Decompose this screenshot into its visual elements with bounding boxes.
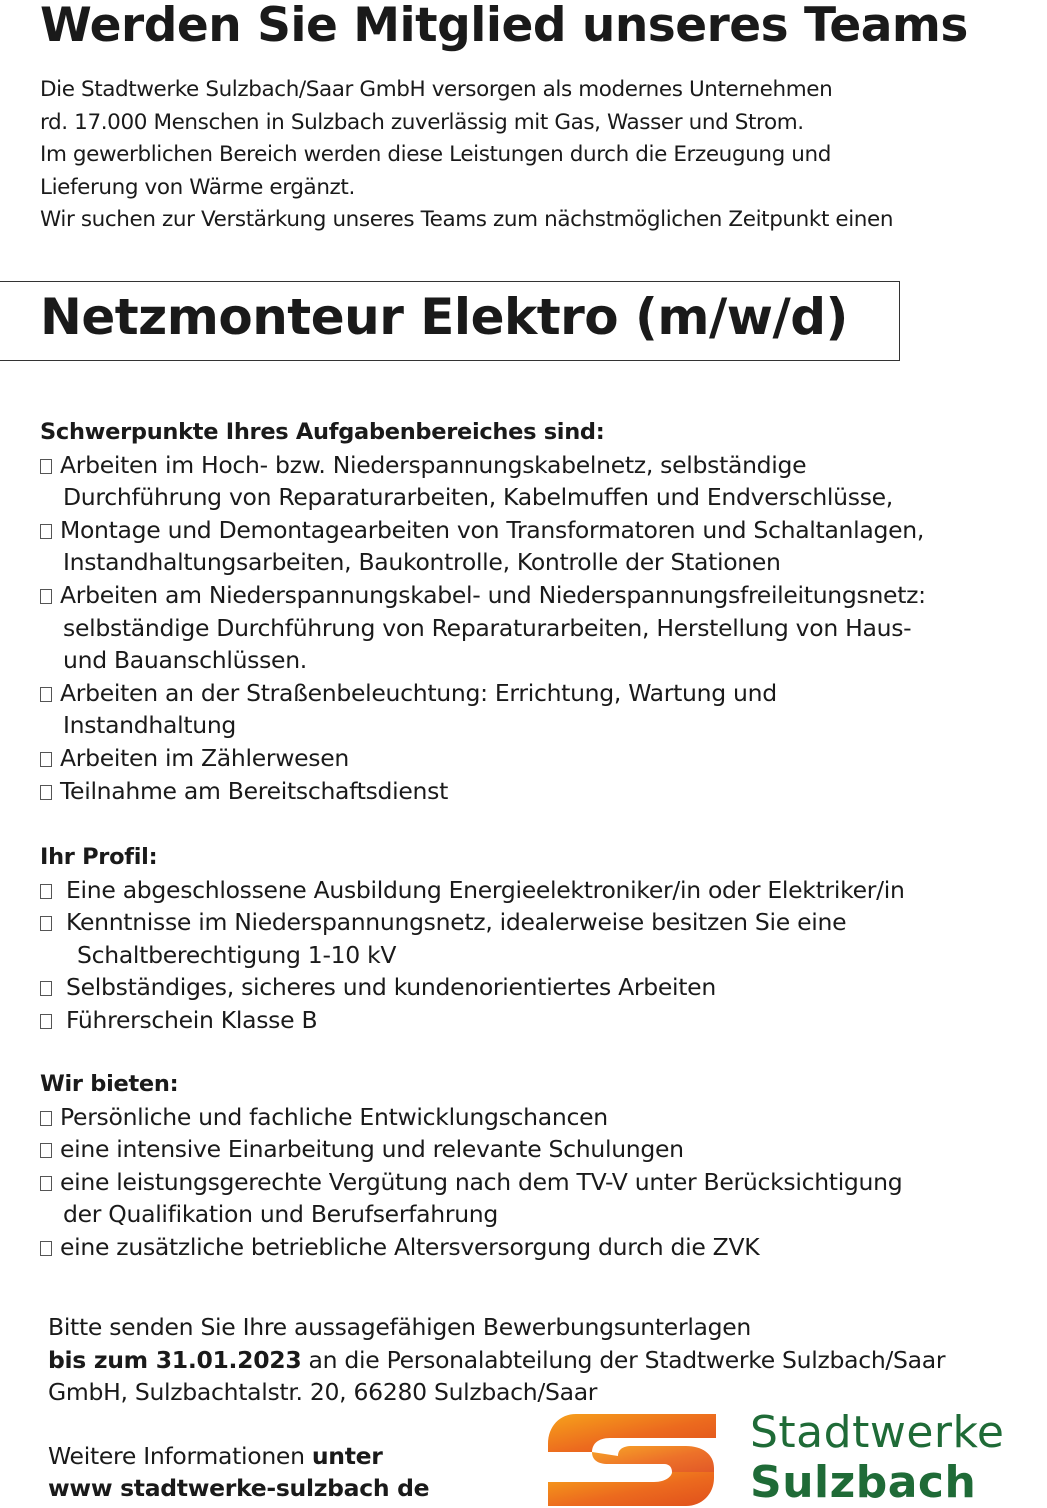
profile-section bbox=[40, 841, 905, 1037]
more-info-text-bold: unter bbox=[311, 1442, 383, 1470]
list-item bbox=[40, 775, 926, 808]
checkbox-bullet-icon bbox=[40, 687, 52, 702]
list-item-text: der Qualifikation und Berufserfahrung bbox=[63, 1200, 499, 1229]
stadtwerke-logo-icon bbox=[546, 1412, 718, 1508]
checkbox-bullet-icon bbox=[40, 752, 52, 767]
list-item-text: Selbständiges, sicheres und kundenorientiertes Arbeiten bbox=[66, 973, 716, 1002]
list-item-text: selbständige Durchführung von Reparaturarbeiten, Herstellung von Haus- bbox=[63, 613, 912, 642]
list-item-text: Durchführung von Reparaturarbeiten, Kabelmuffen und Endverschlüsse, bbox=[63, 483, 893, 512]
list-item-text: Instandhaltungsarbeiten, Baukontrolle, Kontrolle der Stationen bbox=[63, 548, 781, 577]
list-item-text: eine leistungsgerechte Vergütung nach dem TV-V unter Berücksichtigung bbox=[60, 1167, 903, 1196]
checkbox-bullet-icon bbox=[40, 785, 52, 800]
list-item bbox=[40, 874, 905, 907]
list-item bbox=[40, 1101, 902, 1134]
offer-heading: Wir bieten: bbox=[40, 1071, 179, 1097]
job-title: Netzmonteur Elektro (m/w/d) bbox=[40, 288, 848, 346]
intro-line: rd. 17.000 Menschen in Sulzbach zuverlässig mit Gas, Wasser und Strom. bbox=[40, 109, 804, 135]
list-item-text: Instandhaltung bbox=[63, 711, 237, 740]
checkbox-bullet-icon bbox=[40, 1143, 52, 1158]
list-item bbox=[40, 971, 905, 1004]
checkbox-bullet-icon bbox=[40, 981, 52, 996]
address-line: GmbH, Sulzbachtalstr. 20, 66280 Sulzbach/Saar bbox=[48, 1378, 598, 1406]
closing-text: an die Personalabteilung der Stadtwerke Sulzbach/Saar bbox=[301, 1345, 946, 1374]
list-item bbox=[40, 514, 926, 579]
more-info-text: Weitere Informationen bbox=[48, 1442, 312, 1470]
logo-line-1: Stadtwerke bbox=[750, 1407, 1005, 1458]
list-item-text: und Bauanschlüssen. bbox=[63, 646, 307, 675]
list-item-text: Schaltberechtigung 1-10 kV bbox=[77, 940, 397, 969]
list-item bbox=[40, 742, 926, 775]
list-item bbox=[40, 906, 905, 971]
logo-line-2: Sulzbach bbox=[750, 1457, 977, 1508]
list-item-text: eine intensive Einarbeitung und relevante Schulungen bbox=[60, 1135, 684, 1164]
intro-paragraph bbox=[40, 74, 893, 237]
more-info bbox=[48, 1440, 429, 1504]
intro-line: Die Stadtwerke Sulzbach/Saar GmbH versorgen als modernes Unternehmen bbox=[40, 77, 833, 102]
intro-line: Wir suchen zur Verstärkung unseres Teams zum nächstmöglichen Zeitpunkt einen bbox=[40, 207, 894, 232]
headline: Werden Sie Mitglied unseres Teams bbox=[40, 0, 968, 53]
list-item-text: Führerschein Klasse B bbox=[66, 1005, 318, 1034]
list-item bbox=[40, 1004, 905, 1037]
closing-line: Bitte senden Sie Ihre aussagefähigen Bewerbungsunterlagen bbox=[48, 1313, 752, 1341]
list-item-text: Montage und Demontagearbeiten von Transformatoren und Schaltanlagen, bbox=[60, 515, 925, 544]
list-item-text: eine zusätzliche betriebliche Altersversorgung durch die ZVK bbox=[60, 1232, 760, 1261]
checkbox-bullet-icon bbox=[40, 589, 52, 604]
application-instructions bbox=[48, 1311, 945, 1409]
checkbox-bullet-icon bbox=[40, 1111, 52, 1126]
list-item-text: Kenntnisse im Niederspannungsnetz, idealerweise besitzen Sie eine bbox=[66, 908, 847, 937]
deadline: bis zum 31.01.2023 bbox=[48, 1345, 302, 1374]
intro-line: Lieferung von Wärme ergänzt. bbox=[40, 174, 355, 200]
profile-heading: Ihr Profil: bbox=[40, 844, 158, 870]
list-item bbox=[40, 449, 926, 514]
checkbox-bullet-icon bbox=[40, 524, 52, 539]
list-item-text: Teilnahme am Bereitschaftsdienst bbox=[60, 776, 449, 805]
list-item bbox=[40, 1166, 902, 1231]
closing-line bbox=[48, 1344, 945, 1377]
list-item-text: Eine abgeschlossene Ausbildung Energieelektroniker/in oder Elektriker/in bbox=[66, 875, 905, 904]
website-link[interactable]: www stadtwerke-sulzbach de bbox=[48, 1474, 430, 1502]
checkbox-bullet-icon bbox=[40, 459, 52, 474]
checkbox-bullet-icon bbox=[40, 1241, 52, 1256]
list-item-text: Arbeiten an der Straßenbeleuchtung: Errichtung, Wartung und bbox=[60, 678, 777, 707]
list-item-text: Arbeiten am Niederspannungskabel- und Niederspannungsfreileitungsnetz: bbox=[60, 580, 926, 609]
tasks-section bbox=[40, 416, 926, 807]
company-logo-text bbox=[750, 1408, 1004, 1508]
list-item-text: Arbeiten im Zählerwesen bbox=[60, 743, 349, 772]
checkbox-bullet-icon bbox=[40, 916, 52, 931]
list-item bbox=[40, 677, 926, 742]
list-item bbox=[40, 579, 926, 677]
checkbox-bullet-icon bbox=[40, 1176, 52, 1191]
tasks-heading: Schwerpunkte Ihres Aufgabenbereiches sind: bbox=[40, 419, 605, 445]
list-item bbox=[40, 1231, 902, 1264]
intro-line: Im gewerblichen Bereich werden diese Leistungen durch die Erzeugung und bbox=[40, 142, 831, 167]
list-item-text: Persönliche und fachliche Entwicklungschancen bbox=[60, 1102, 608, 1131]
list-item bbox=[40, 1133, 902, 1166]
list-item-text: Arbeiten im Hoch- bzw. Niederspannungskabelnetz, selbständige bbox=[60, 450, 807, 479]
checkbox-bullet-icon bbox=[40, 1014, 52, 1029]
offer-section bbox=[40, 1068, 902, 1264]
checkbox-bullet-icon bbox=[40, 884, 52, 899]
